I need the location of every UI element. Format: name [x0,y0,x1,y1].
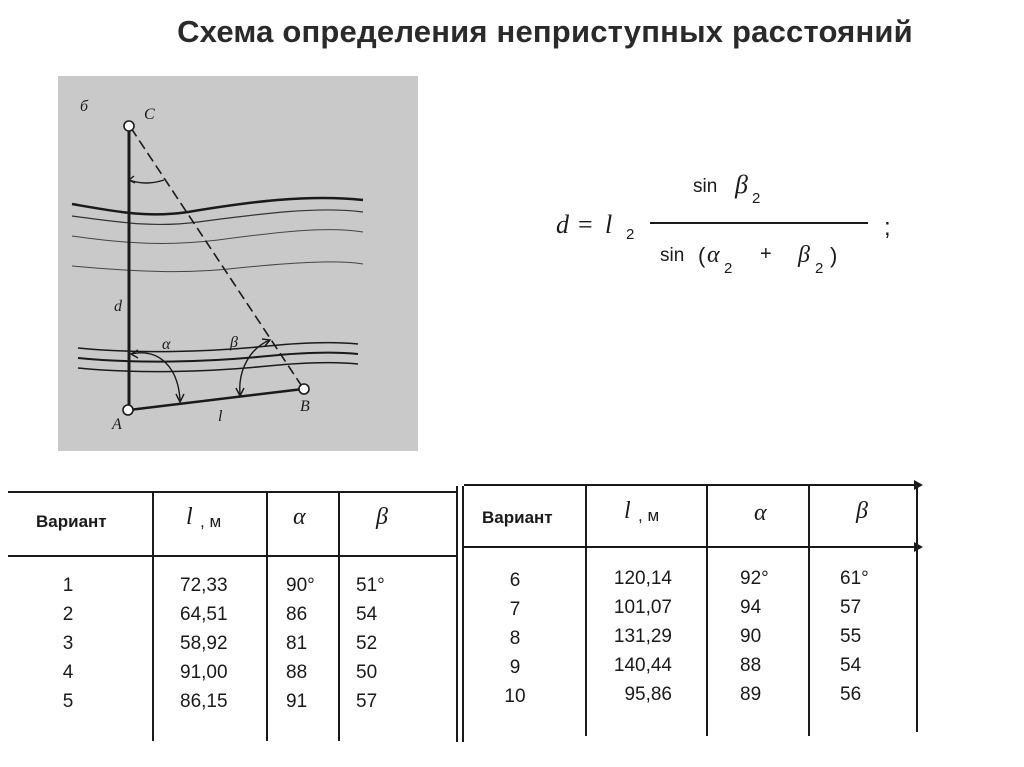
column-divider [585,484,587,736]
angle-alpha-label: α [162,336,171,353]
numerator-beta-subscript: 2 [752,190,761,207]
right-beta-column: 61° 57 55 54 56 [840,568,869,705]
numerator-sin: sin [693,176,718,197]
distance-d-label: d [114,298,122,315]
numerator-beta: β [735,170,748,199]
table-header-rule [464,546,916,548]
right-l-column: 120,14 101,07 131,29 140,44 95,86 [613,568,672,705]
table-top-rule [464,484,916,486]
rule-arrow [914,480,923,490]
right-variant-column: 6 7 8 9 10 [504,570,526,707]
header-variant: Вариант [36,512,107,531]
header-alpha: α [293,504,306,530]
diagram-background [58,76,418,451]
left-beta-column: 51° 54 52 50 57 [356,575,385,712]
denominator-beta: β [798,242,810,268]
angle-beta-label: β [230,334,238,351]
denominator-alpha: α [707,242,720,268]
column-divider [338,491,340,741]
formula-l-subscript: 2 [626,226,635,243]
right-alpha-column: 92° 94 90 88 89 [740,568,769,705]
point-b-label: B [300,398,310,415]
table-top-rule [8,491,456,493]
denominator-sin: sin [660,245,685,266]
header-alpha: α [754,500,767,526]
fraction-line [650,222,868,224]
header-beta: β [376,504,388,530]
point-a [123,405,133,415]
header-l-unit: , м [638,506,660,525]
formula-semicolon: ; [884,214,891,241]
distance-scheme-diagram [58,76,418,451]
point-b [299,384,309,394]
point-c-label: C [144,106,155,123]
formula-d: d [556,210,569,239]
page-title: Схема определения неприступных расстояний [177,14,913,49]
table-right-border [916,484,918,732]
figure-label: б [80,98,89,115]
baseline-l-label: l [218,408,223,425]
center-divider [462,486,464,742]
header-l-symbol: l [624,498,631,524]
denominator-close-paren: ) [830,243,838,268]
header-l-symbol: l [186,504,193,530]
header-l-unit: , м [200,512,222,531]
table-header-rule [8,555,456,557]
column-divider [266,491,268,741]
column-divider [706,484,708,736]
left-alpha-column: 90° 86 81 88 91 [286,575,315,712]
point-c [124,121,134,131]
header-variant: Вариант [482,508,553,527]
left-l-column: 72,33 64,51 58,92 91,00 86,15 [180,575,228,712]
header-beta: β [856,498,868,524]
denominator-beta-subscript: 2 [815,260,824,277]
column-divider [808,484,810,736]
formula-l: l [605,210,613,239]
denominator-open-paren: ( [698,243,706,268]
denominator-plus: + [760,243,772,265]
column-divider [152,491,154,741]
center-divider [456,486,458,742]
denominator-alpha-subscript: 2 [724,260,733,277]
point-a-label: A [112,416,122,433]
left-variant-column: 1 2 3 4 5 [62,575,74,712]
formula-equals: = [578,210,593,239]
diagram-canvas [58,76,418,451]
rule-arrow [914,542,923,552]
